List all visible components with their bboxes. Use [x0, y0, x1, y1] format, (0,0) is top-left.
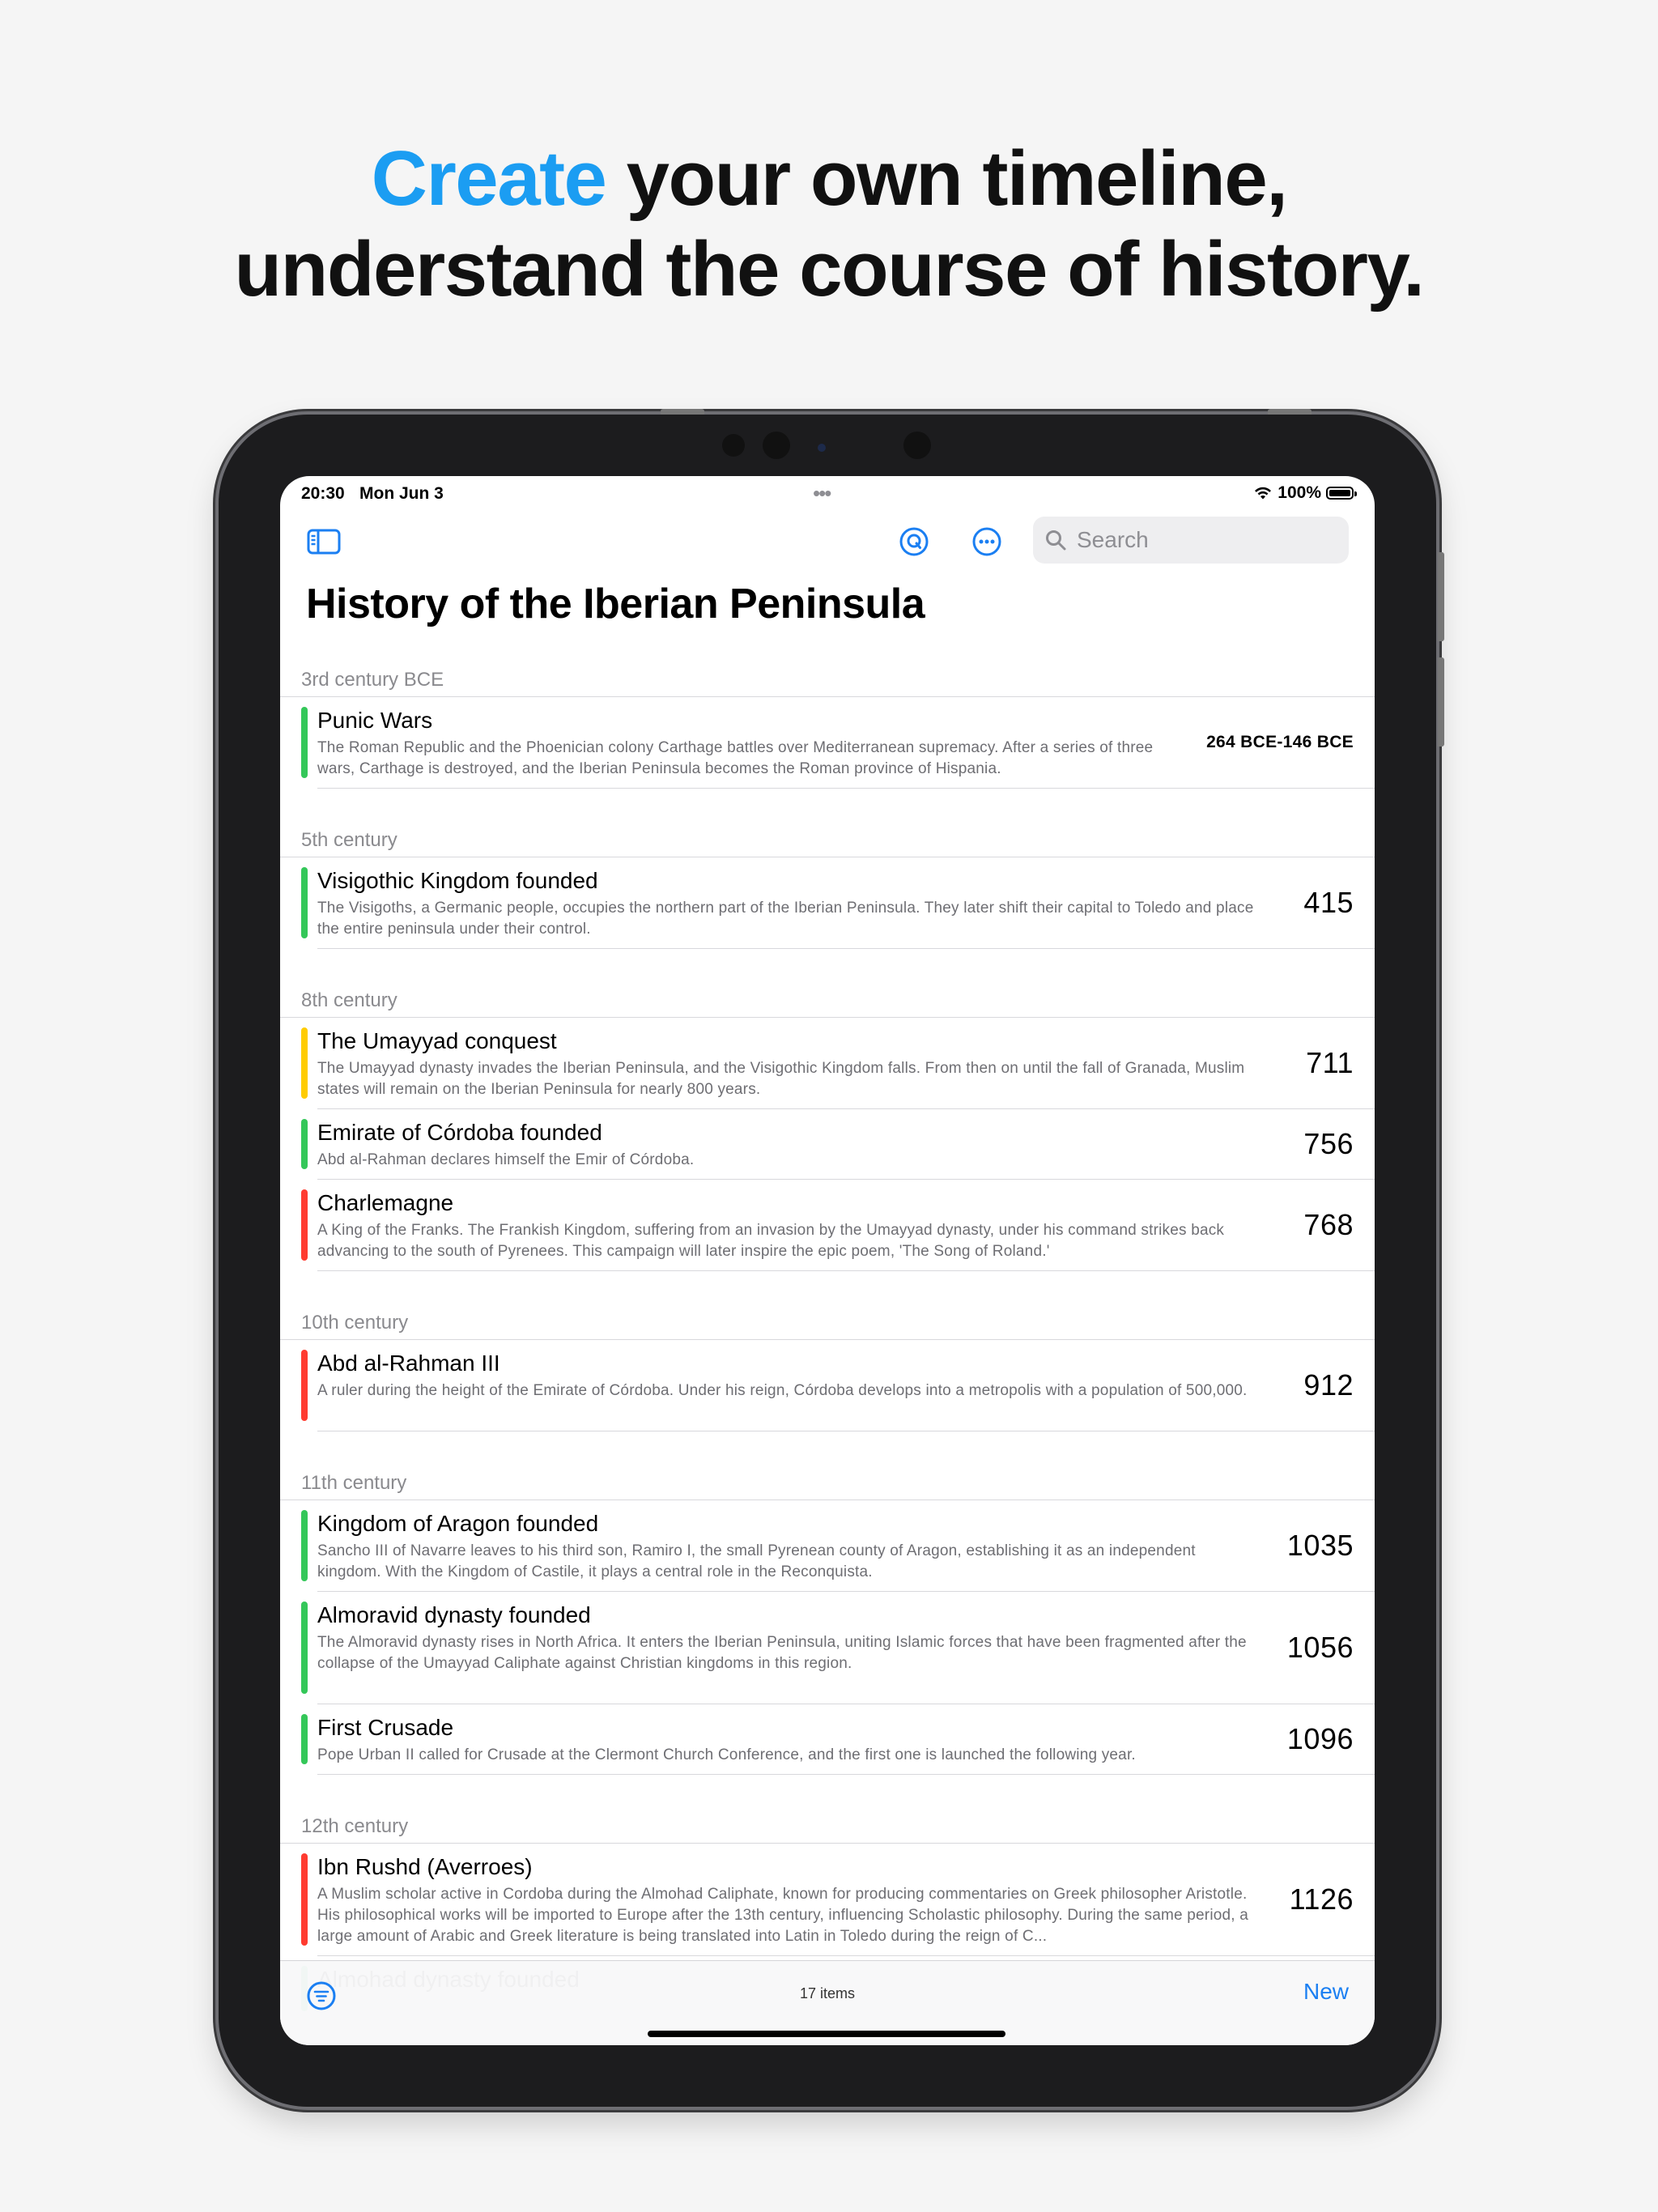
battery-icon [1326, 487, 1354, 500]
section-gap [280, 789, 1375, 823]
event-title: Ibn Rushd (Averroes) [317, 1854, 533, 1879]
items-count: 17 items [799, 1985, 856, 2001]
section-gap [280, 1271, 1375, 1305]
event-title: Punic Wars [317, 708, 433, 733]
category-color-bar [301, 1714, 308, 1764]
face-id-sensor [903, 432, 931, 459]
section-header: 12th century [280, 1809, 1375, 1844]
ipad-frame [219, 415, 1436, 2107]
camera-indicator [818, 444, 826, 452]
event-description: Abd al-Rahman declares himself the Emir of Córdoba. [317, 1151, 695, 1168]
event-year: 1096 [1286, 1722, 1354, 1755]
event-title: The Umayyad conquest [317, 1028, 557, 1053]
section-header: 11th century [280, 1465, 1375, 1500]
multitasking-dots-icon[interactable]: ••• [813, 481, 831, 505]
volume-up-button [1438, 552, 1444, 641]
timeline-row[interactable] [317, 1340, 1375, 1431]
event-title: Kingdom of Aragon founded [317, 1511, 599, 1536]
event-description: The Almoravid dynasty rises in North Africa. It enters the Iberian Peninsula, uniting Islamic forces that have been fragmented after the collapse of the Umayyad Caliphate against Christian kingdoms in this region. [317, 1634, 1247, 1672]
app-screen [280, 476, 1375, 2045]
section-header: 10th century [280, 1305, 1375, 1340]
status-right [1253, 483, 1354, 503]
camera-sensor [722, 434, 745, 457]
power-button [1268, 409, 1312, 415]
search-input[interactable] [1075, 526, 1321, 554]
timeline-row[interactable] [317, 697, 1375, 789]
event-title: Almoravid dynasty founded [317, 1602, 591, 1627]
event-year: 1056 [1286, 1631, 1354, 1664]
event-description: Sancho III of Navarre leaves to his third son, Ramiro I, the small Pyrenean county of Aragon, establishing it as an independent kingdom. With the Kingdom of Castile, it plays a central role in the Reconquista. [317, 1542, 1196, 1580]
row-content [317, 697, 1180, 789]
section-header: 5th century [280, 823, 1375, 857]
category-color-bar [301, 1510, 308, 1581]
category-color-bar [301, 867, 308, 938]
timeline-row[interactable] [317, 1018, 1375, 1109]
section-gap [280, 1431, 1375, 1465]
status-time: 20:30 [301, 484, 345, 503]
timeline-row[interactable] [317, 1109, 1375, 1180]
timeline-row[interactable] [317, 1704, 1375, 1775]
row-content [317, 857, 1261, 950]
section-header: 8th century [280, 983, 1375, 1018]
event-description: A ruler during the height of the Emirate of Córdoba. Under his reign, Córdoba develops into a metropolis with a population of 500,000. [317, 1382, 1248, 1399]
front-camera [763, 432, 790, 459]
event-description: The Umayyad dynasty invades the Iberian Peninsula, and the Visigothic Kingdom falls. From then on until the fall of Granada, Muslim states will remain on the Iberian Peninsula for nearly 800 years. [317, 1060, 1245, 1098]
battery-percentage: 100% [1278, 483, 1321, 502]
headline-line-1 [0, 134, 1658, 224]
row-content [317, 1109, 1261, 1180]
section-gap [280, 1775, 1375, 1809]
event-title: Abd al-Rahman III [317, 1351, 500, 1376]
headline-accent: Create [371, 135, 606, 222]
event-year: 711 [1306, 1046, 1354, 1079]
timeline-row[interactable] [317, 1592, 1375, 1704]
headline-line-2: understand the course of history. [234, 226, 1424, 313]
bottom-toolbar [280, 1960, 1375, 2045]
section-gap [280, 949, 1375, 983]
page-title: History of the Iberian Peninsula [306, 581, 925, 627]
section-header: 3rd century BCE [280, 662, 1375, 697]
event-year: 1035 [1286, 1529, 1354, 1562]
category-color-bar [301, 1189, 308, 1261]
headline-line-1-rest: your own timeline, [606, 135, 1287, 222]
timeline-list [280, 662, 1375, 2021]
new-button[interactable]: New [1303, 1979, 1349, 2004]
event-title: Charlemagne [317, 1190, 454, 1215]
event-year: 756 [1303, 1127, 1354, 1160]
row-content [317, 1180, 1261, 1272]
event-description: A Muslim scholar active in Cordoba during the Almohad Caliphate, known for producing commentaries on Greek philosopher Aristotle. His philosophical works will be imported to Europe after the 13th century, influencing Scholastic philosophy. During the same period, a large amount of Arabic and Greek literature is being translated into Latin in Toledo during the reign of C... [317, 1886, 1249, 1945]
status-bar [280, 476, 1375, 507]
home-indicator[interactable] [648, 2031, 1005, 2037]
row-content [317, 1500, 1261, 1593]
marketing-headline [0, 134, 1658, 315]
event-year: 415 [1303, 886, 1354, 919]
timeline-row[interactable] [317, 1844, 1375, 1956]
category-color-bar [301, 707, 308, 778]
timeline-row[interactable] [317, 1180, 1375, 1271]
category-color-bar [301, 1119, 308, 1169]
event-description: The Roman Republic and the Phoenician colony Carthage battles over Mediterranean supremacy. After a series of three wars, Carthage is destroyed, and the Iberian Peninsula becomes the Roman province of Hispania. [317, 739, 1154, 777]
category-color-bar [301, 1853, 308, 1946]
search-field[interactable] [1033, 517, 1349, 564]
event-year: 264 BCE-146 BCE [1206, 733, 1354, 751]
category-color-bar [301, 1602, 308, 1694]
event-description: A King of the Franks. The Frankish Kingdom, suffering from an invasion by the Umayyad dynasty, under his command strikes back advancing to the south of Pyrenees. This campaign will later inspire the epic poem, 'The Song of Roland.' [317, 1222, 1225, 1260]
category-color-bar [301, 1350, 308, 1421]
quiz-icon[interactable] [898, 525, 930, 558]
ellipsis-circle-icon[interactable] [971, 525, 1003, 558]
volume-down-button [1438, 657, 1444, 747]
event-title: First Crusade [317, 1715, 454, 1740]
row-content [317, 1592, 1261, 1684]
timeline-row[interactable] [317, 857, 1375, 949]
wifi-icon [1253, 486, 1273, 500]
category-color-bar [301, 1027, 308, 1099]
row-content [317, 1018, 1261, 1110]
top-button [661, 409, 704, 415]
row-content [317, 1844, 1261, 1955]
sidebar-toggle-icon[interactable] [306, 528, 342, 555]
event-year: 912 [1303, 1368, 1354, 1402]
row-content [317, 1704, 1261, 1776]
event-year: 1126 [1289, 1882, 1354, 1916]
status-date: Mon Jun 3 [359, 484, 444, 503]
event-description: Pope Urban II called for Crusade at the Clermont Church Conference, and the first one is launched the following year. [317, 1746, 1136, 1763]
timeline-row[interactable] [317, 1500, 1375, 1592]
magnifying-glass-icon [1044, 529, 1067, 551]
event-description: The Visigoths, a Germanic people, occupies the northern part of the Iberian Peninsula. They later shift their capital to Toledo and place the entire peninsula under their control. [317, 900, 1254, 938]
event-title: Emirate of Córdoba founded [317, 1120, 602, 1145]
row-content [317, 1340, 1261, 1411]
event-title: Visigothic Kingdom founded [317, 868, 598, 893]
event-year: 768 [1303, 1208, 1354, 1241]
